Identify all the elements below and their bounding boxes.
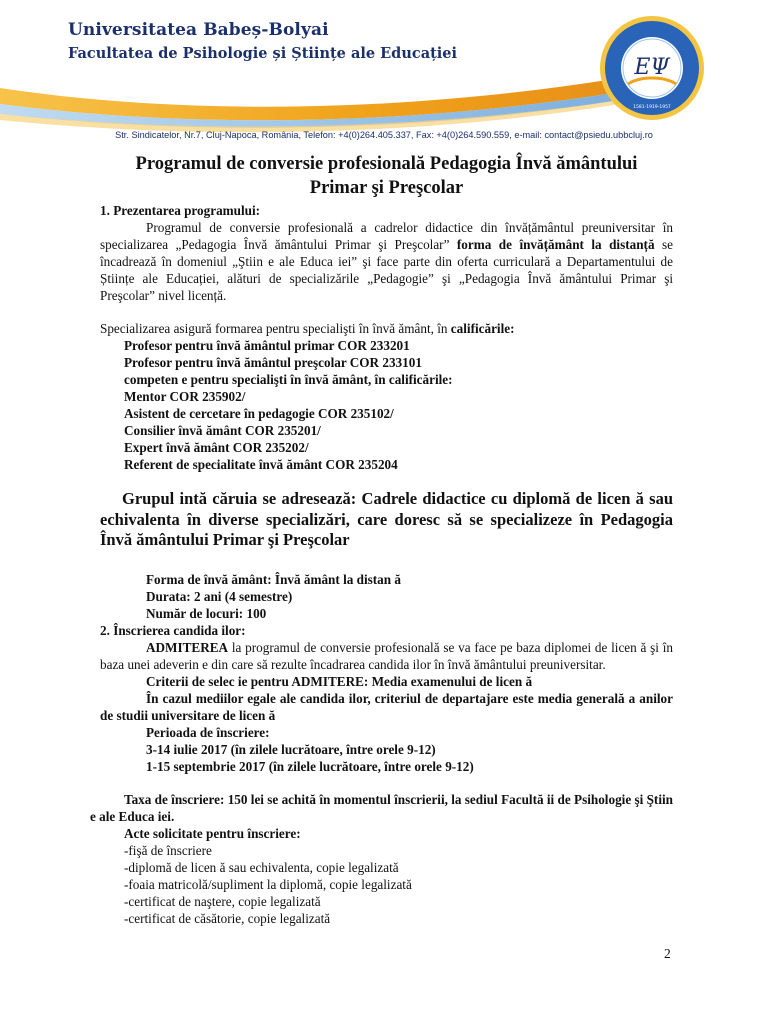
document-item: -foaia matricolă/supliment la diplomă, copie legalizată: [124, 876, 412, 892]
specialization-intro-text: Specializarea asigură formarea pentru specialişti în învă ământ, în: [100, 321, 448, 336]
qualification-item: Mentor COR 235902/: [124, 389, 246, 404]
section1-heading: 1. Prezentarea programului:: [100, 203, 261, 218]
program-description: [100, 219, 673, 304]
letterhead: [0, 0, 768, 145]
program-description-part1: Programul de conversie profesională a cadrelor didactice din învățământul preuniversitar în specializarea „Pedagogia Învă ământului Primar şi Preşcolar”: [100, 220, 673, 252]
documents-list: [100, 842, 673, 927]
qualification-item: Profesor pentru învă ământul preşcolar COR 233101: [124, 355, 422, 370]
period-heading: Perioada de înscriere:: [146, 724, 270, 740]
page-title: [100, 152, 673, 200]
page-number: 2: [664, 946, 671, 961]
qualification-item: competen e pentru specialişti în învă ământ, în calificările:: [124, 372, 453, 387]
document-item: -certificat de căsătorie, copie legalizată: [124, 910, 331, 926]
document-item: -certificat de naştere, copie legalizată: [124, 893, 321, 909]
selection-criteria: Criterii de selec ie pentru ADMITERE: Media examenului de licen ă: [146, 673, 533, 689]
university-name: Universitatea Babeș-Bolyai: [68, 20, 329, 40]
document-item: -diplomă de licen ă sau echivalenta, copie legalizată: [124, 859, 399, 875]
admission-text: la programul de conversie profesională se va face pe baza diplomei de licen ă şi în baza unei adeverin e din care să rezulte încadrarea candida ilor în învă ământului preuniversitar.: [100, 639, 674, 672]
document-body: [90, 152, 674, 927]
qualification-item: Profesor pentru învă ământul primar COR 233201: [124, 338, 410, 353]
admission-bold: ADMITEREA: [146, 639, 229, 655]
registration-fee: Taxa de înscriere: 150 lei se achită în momentul înscrierii, la sediul Facultă ii de Psihologie şi Ştiin e ale Educa iei.: [90, 791, 673, 824]
logo-year: 1581-1919-1957: [633, 105, 671, 110]
program-description-part2: se încadrează în domeniul „Ştiin e ale Educa iei” şi face parte din oferta curriculară a Departamentului de Științe ale Educației, alături de specializările „Pedagogie” şi „Pedagogia Învă ământului Primar şi Preşcolar” nivel licență.: [100, 237, 674, 303]
specialization-intro: [100, 320, 673, 337]
program-form-bold: forma de învățământ la distanță: [456, 237, 655, 252]
qualification-item: Asistent de cercetare în pedagogie COR 235102/: [124, 406, 394, 421]
learning-form: Forma de învă ământ: Învă ământ la distan ă: [146, 571, 401, 587]
period-item: 1-15 septembrie 2017 (în zilele lucrătoare, între orele 9-12): [146, 758, 474, 774]
title-line-2: Primar şi Preşcolar: [309, 178, 464, 198]
qualification-item: Expert învă ământ COR 235202/: [124, 440, 309, 455]
registration-period: [100, 724, 673, 775]
document-item: -fişă de înscriere: [124, 842, 212, 858]
qualification-item: Referent de specialitate învă ământ COR 235204: [124, 457, 398, 472]
section2-heading: 2. Înscrierea candida ilor:: [100, 622, 246, 638]
contact-address: Str. Sindicatelor, Nr.7, Cluj-Napoca, România, Telefon: +4(0)264.405.337, Fax: +4(0)264.590.559, e-mail: contact@psiedu.ubbcluj.ro: [115, 130, 653, 140]
program-details: [100, 571, 673, 622]
places-count: Număr de locuri: 100: [146, 605, 267, 621]
qualifications-list: [100, 337, 673, 473]
faculty-name: Facultatea de Psihologie și Științe ale Educației: [68, 45, 458, 62]
admission-paragraph: [100, 639, 673, 673]
target-group: Grupul intă căruia se adresează: Cadrele didactice cu diplomă de licen ă sau echivalenta în diverse specializări, care doresc să se specializeze în Pedagogia Învă ământului Primar şi Preşcolar: [100, 489, 673, 549]
qualification-item: Consilier învă ământ COR 235201/: [124, 423, 321, 438]
specialization-intro-bold: calificările:: [450, 321, 515, 336]
tie-break-rule: În cazul mediilor egale ale candida ilor, criteriul de departajare este media generală a anilor de studii universitare de licen ă: [100, 690, 673, 723]
faculty-seal-logo: [598, 14, 706, 122]
duration: Durata: 2 ani (4 semestre): [146, 588, 293, 604]
title-line-1: Programul de conversie profesională Pedagogia Învă ământului: [135, 154, 638, 174]
logo-monogram: EΨ: [634, 55, 670, 80]
period-item: 3-14 iulie 2017 (în zilele lucrătoare, între orele 9-12): [146, 741, 436, 757]
documents-heading: Acte solicitate pentru înscriere:: [124, 825, 301, 841]
